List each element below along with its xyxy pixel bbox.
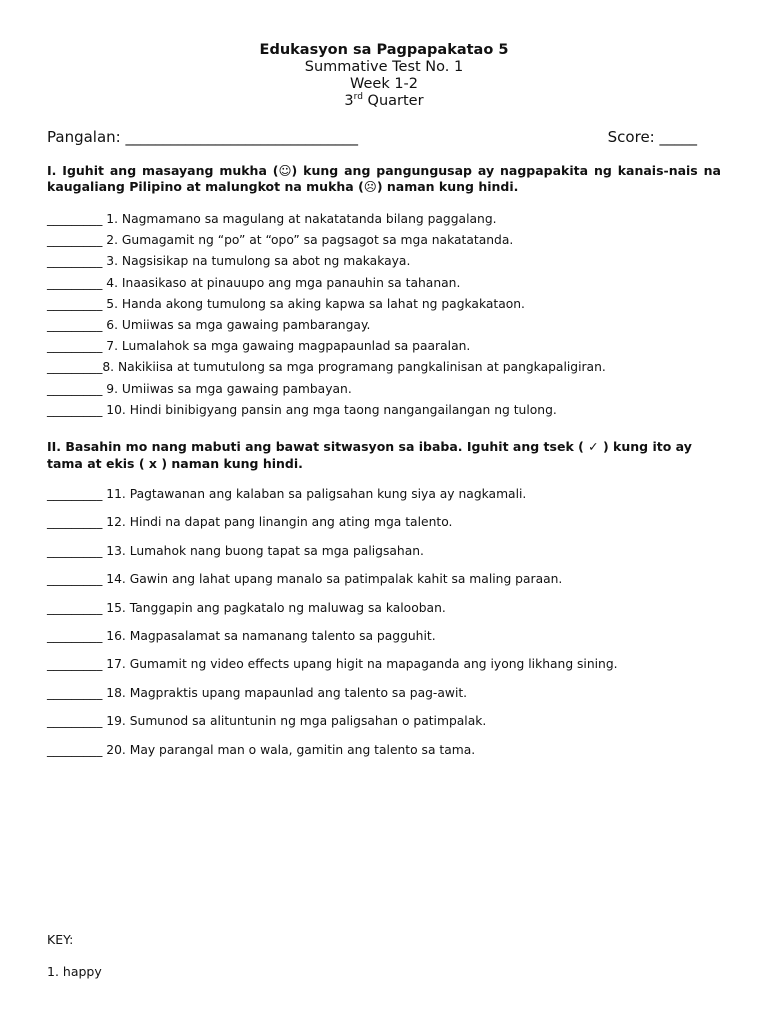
question-text: 8. Nakikiisa at tumutulong sa mga programang pangkalinisan at pangkapaligiran. [102, 360, 606, 375]
question-text: 7. Lumalahok sa mga gawaing magpapaunlad sa paaralan. [102, 339, 471, 354]
question-text: 15. Tanggapin ang pagkatalo ng maluwag sa kalooban. [102, 600, 446, 615]
answer-blank: _________ [47, 600, 103, 615]
answer-blank: _________ [47, 212, 103, 226]
question-item [47, 656, 727, 684]
answer-blank: _________ [47, 742, 103, 757]
score-field: Score: _____ [607, 128, 697, 146]
name-field: Pangalan: _______________________________ [47, 128, 358, 146]
answer-blank: _________ [47, 402, 103, 417]
question-item [47, 381, 727, 402]
question-item [47, 742, 727, 770]
question-text: 16. Magpasalamat sa namanang talento sa pagguhit. [102, 628, 436, 643]
quarter-word: Quarter [362, 93, 424, 109]
answer-blank: _________ [47, 233, 103, 248]
question-text: 1. Nagmamano sa magulang at nakatatanda bilang paggalang. [102, 212, 497, 226]
part2-item-list [47, 486, 727, 770]
worksheet-subtitle: Summative Test No. 1 [304, 59, 464, 75]
quarter-superscript: rd [353, 92, 363, 103]
question-text: 18. Magpraktis upang mapaunlad ang talento sa pag-awit. [102, 685, 468, 700]
question-item [47, 296, 727, 317]
part2-instruction: II. Basahin mo nang mabuti ang bawat sitwasyon sa ibaba. Iguhit ang tsek ( ✓ ) kung ito ay tama at ekis ( x ) naman kung hindi. [47, 439, 692, 471]
name-score-row [47, 128, 697, 146]
quarter-number: 3 [344, 93, 354, 109]
part1-instruction: I. Iguhit ang masayang mukha (☺) kung ang pangungusap ay nagpapakita ng kanais-nais na kaugaliang Pilipino at malungkot na mukha (☹) naman kung hindi. [47, 163, 721, 194]
question-text: 2. Gumagamit ng “po” at “opo” sa pagsagot sa mga nakatatanda. [102, 233, 514, 248]
answer-key [47, 932, 102, 980]
answer-blank: _________ [47, 254, 103, 269]
answer-blank: _________ [47, 381, 103, 396]
question-text: 10. Hindi binibigyang pansin ang mga taong nangangailangan ng tulong. [102, 402, 557, 417]
question-item [47, 486, 727, 514]
question-item [47, 571, 727, 599]
question-item [47, 211, 727, 232]
answer-blank: _________ [47, 317, 103, 332]
question-item [47, 600, 727, 628]
question-text: 3. Nagsisikap na tumulong sa abot ng makakaya. [102, 254, 411, 269]
answer-blank: _________ [47, 296, 103, 311]
question-item [47, 543, 727, 571]
question-item [47, 275, 727, 296]
question-text: 17. Gumamit ng video effects upang higit na mapaganda ang iyong likhang sining. [102, 657, 618, 672]
question-item [47, 402, 727, 423]
question-text: 14. Gawin ang lahat upang manalo sa patimpalak kahit sa maling paraan. [102, 572, 563, 587]
answer-blank: _________ [47, 714, 103, 729]
worksheet-week: Week 1-2 [349, 76, 419, 92]
question-text: 11. Pagtawanan ang kalaban sa paligsahan kung siya ay nagkamali. [102, 487, 527, 501]
answer-blank: _________ [47, 339, 103, 354]
worksheet-quarter [0, 93, 768, 110]
answer-blank: _________ [47, 543, 103, 558]
answer-blank: _________ [47, 628, 103, 643]
question-text: 19. Sumunod sa alituntunin ng mga paligsahan o patimpalak. [102, 714, 487, 729]
answer-blank: _________ [47, 515, 103, 530]
question-item [47, 338, 727, 359]
question-text: 6. Umiiwas sa mga gawaing pambarangay. [102, 317, 371, 332]
question-item [47, 253, 727, 274]
worksheet-title: Edukasyon sa Pagpapakatao 5 [259, 42, 509, 58]
question-text: 9. Umiiwas sa mga gawaing pambayan. [102, 381, 352, 396]
answer-key-item: 1. happy [47, 964, 102, 979]
answer-blank: _________ [47, 657, 103, 672]
question-item [47, 317, 727, 338]
answer-blank: _________ [47, 487, 103, 501]
question-item [47, 232, 727, 253]
answer-blank: _________ [47, 360, 103, 375]
question-item [47, 685, 727, 713]
question-text: 4. Inaasikaso at pinauupo ang mga panauhin sa tahanan. [102, 275, 461, 290]
question-text: 12. Hindi na dapat pang linangin ang ating mga talento. [102, 515, 453, 530]
question-item [47, 713, 727, 741]
answer-blank: _________ [47, 685, 103, 700]
part1-item-list [47, 211, 727, 423]
worksheet-header [0, 42, 768, 110]
answer-key-label: KEY: [47, 932, 74, 947]
question-text: 20. May parangal man o wala, gamitin ang talento sa tama. [102, 742, 476, 757]
answer-blank: _________ [47, 275, 103, 290]
question-item [47, 359, 727, 380]
question-item [47, 514, 727, 542]
answer-blank: _________ [47, 572, 103, 587]
question-item [47, 628, 727, 656]
question-text: 13. Lumahok nang buong tapat sa mga paligsahan. [102, 543, 424, 558]
question-text: 5. Handa akong tumulong sa aking kapwa sa lahat ng pagkakataon. [102, 296, 525, 311]
